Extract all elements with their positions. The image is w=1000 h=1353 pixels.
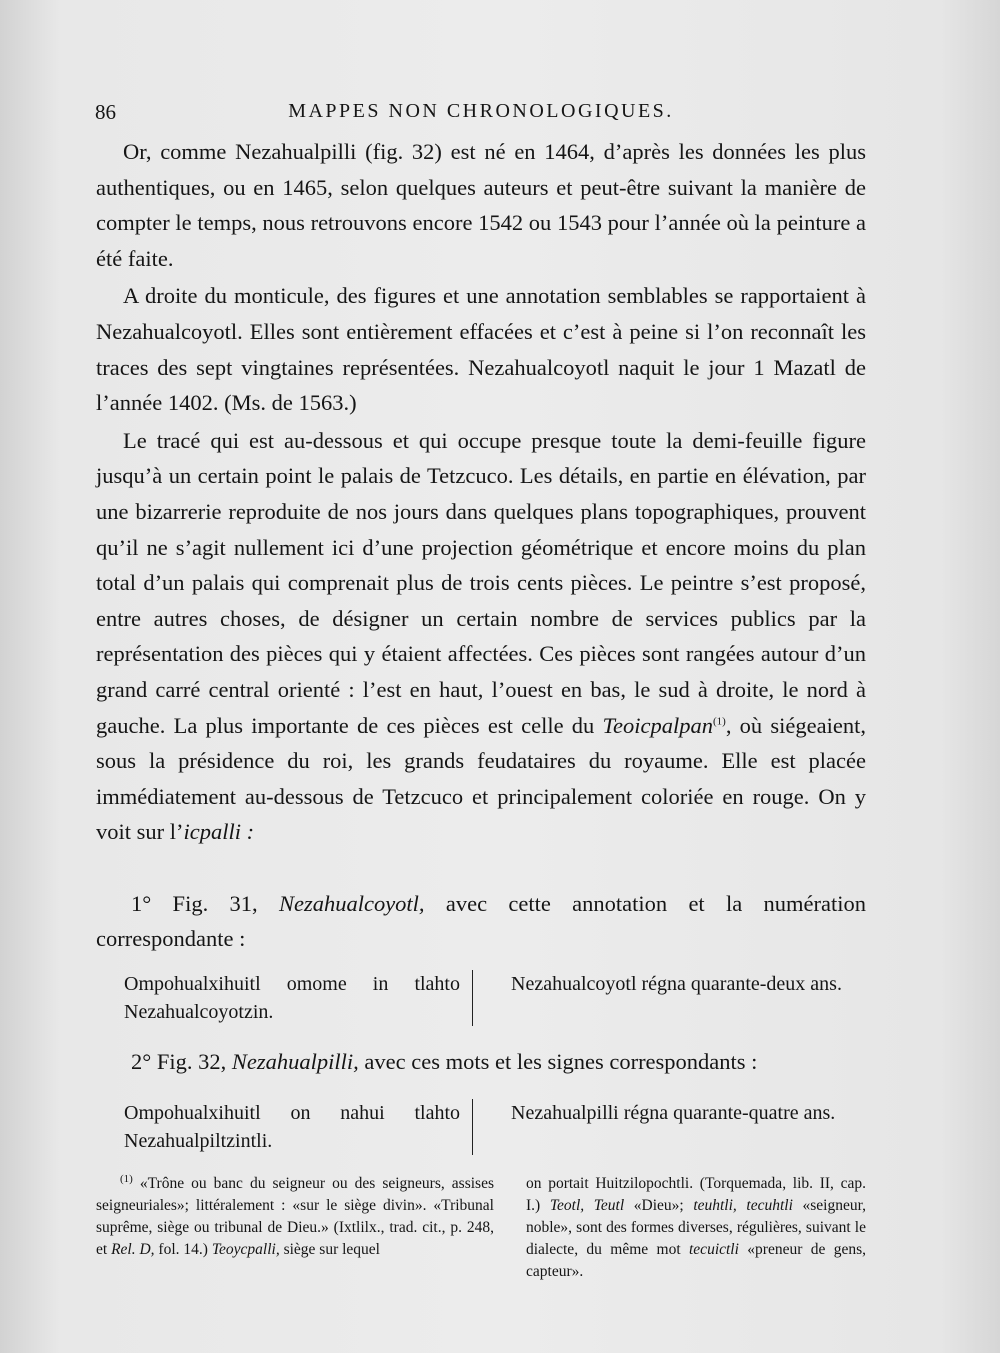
figure-2-caption <box>96 1044 866 1079</box>
paragraph-3-text-a: Le tracé qui est au-dessous et qui occupe presque toute la demi-feuille figure jusqu’à un certain point le palais de Tetzcuco. Les détails, en partie en élévation, par une bizarrerie reproduite de nos jours dans quelques plans topographiques, prouvent qu’il ne s’agit nullement ici d’une projection géométrique et encore moins du plan total d’un palais qui comprenait plus de trois cents pièces. Le peintre s’est proposé, entre autres choses, de désigner un certain nombre de services publics par la représentation des pièces qui y étaient affectées. Ces pièces sont rangées autour d’un grand carré central orienté : l’est en haut, l’ouest en bas, le sud à droite, le nord à gauche. La plus importante de ces pièces est celle du <box>96 427 866 738</box>
footnote-left-column <box>96 1173 516 1283</box>
teoicpalpan-term: Teoicpalpan <box>602 712 713 738</box>
page-number: 86 <box>95 100 116 124</box>
footnote-italic: teuhtli, tecuhtli <box>693 1196 793 1214</box>
figure-2-suffix: avec ces mots et les signes correspondants : <box>358 1048 758 1074</box>
figure-2-nahuatl: Ompohualxihuitl on nahui tlahto Nezahualpiltzintli. <box>96 1099 473 1155</box>
figure-2-prefix: 2° Fig. 32, <box>131 1048 232 1074</box>
footnote-italic: Teoycpalli, <box>211 1240 280 1258</box>
footnote-text: on portait Huitzilopochtli. (Torquemada, lib. II, cap. I.) <box>526 1174 866 1214</box>
footnotes <box>96 1173 866 1283</box>
figure-2-name: Nezahualpilli, <box>231 1048 359 1074</box>
footnote-text: siège sur lequel <box>279 1240 380 1258</box>
page-body <box>96 134 866 1283</box>
footnote-text: «Dieu»; <box>624 1196 694 1214</box>
paragraph-3 <box>96 423 866 850</box>
paragraph-3-text-b: , où siégeaient, sous la présidence du roi, les grands feudataires du royaume. Elle est placée immédiatement au-dessous de Tetzcuco et principalement coloriée en rouge. On y voit sur l’ <box>96 712 866 845</box>
footnote-right-column <box>516 1173 866 1283</box>
footnote-text: «Trône ou banc du seigneur ou des seigneurs, assises seigneuriales»; littéralement : «sur le siège divin». «Tribunal suprême, siège ou tribunal de Dieu.» (Ixtlilx., trad. cit., p. 248, et <box>96 1174 494 1258</box>
figure-1-name: Nezahualcoyotl, <box>278 890 425 916</box>
figure-1-caption <box>96 886 866 956</box>
icpalli-term: icpalli : <box>183 819 255 845</box>
running-title: MAPPES NON CHRONOLOGIQUES. <box>288 100 674 122</box>
footnote-italic: Rel. D, <box>111 1240 155 1258</box>
footnote-reference: (1) <box>712 715 726 727</box>
figure-1-prefix: 1° Fig. 31, <box>131 890 279 916</box>
footnote-marker: (1) <box>120 1172 133 1185</box>
figure-1-nahuatl: Ompohualxihuitl omome in tlahto Nezahualcoyotzin. <box>96 970 473 1026</box>
figure-1-suffix: avec cette annotation et la numération correspondante : <box>96 890 867 951</box>
figure-2-annotation <box>96 1099 866 1155</box>
paragraph-2: A droite du monticule, des figures et une annotation semblables se rapportaient à Nezahualcoyotl. Elles sont entièrement effacées et c’est à peine si l’on reconnaît les traces des sept vingtaines représentées. Nezahualcoyotl naquit le jour 1 Mazatl de l’année 1402. (Ms. de 1563.) <box>96 283 866 416</box>
footnote-italic: Teotl, Teutl <box>549 1196 625 1214</box>
figure-2-french: Nezahualpilli régna quarante-quatre ans. <box>511 1101 836 1124</box>
footnote-italic: tecuictli <box>689 1240 739 1258</box>
figure-1-annotation <box>96 970 866 1026</box>
page-header <box>95 100 867 134</box>
footnote-text: «seigneur, noble», sont des formes diverses, régulières, suivant le dialecte, du même mot <box>526 1196 867 1258</box>
footnote-text: fol. 14.) <box>154 1240 212 1258</box>
figure-1-french: Nezahualcoyotl régna quarante-deux ans. <box>511 972 842 995</box>
paragraph-1: Or, comme Nezahualpilli (fig. 32) est né en 1464, d’après les données les plus authentiques, ou en 1465, selon quelques auteurs et peut-être suivant la manière de compter le temps, nous retrouvons encore 1542 ou 1543 pour l’année où la peinture a été faite. <box>96 139 866 271</box>
footnote-text: «preneur de gens, capteur». <box>526 1240 866 1280</box>
